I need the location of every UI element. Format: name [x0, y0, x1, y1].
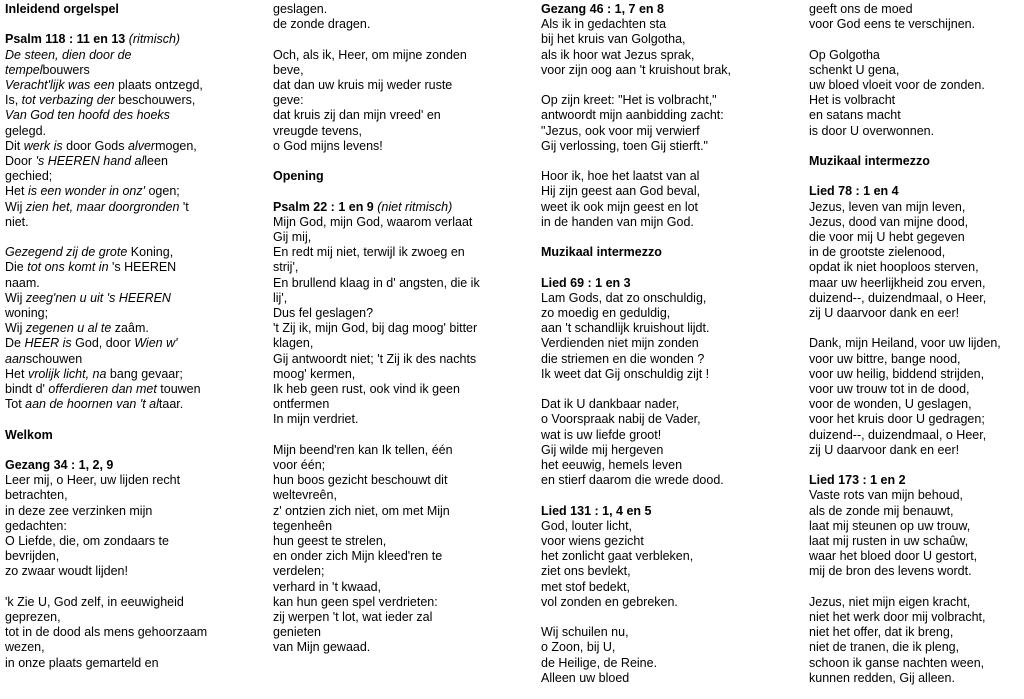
lyric-line: o God mijns levens!	[273, 138, 383, 153]
lyric-line: kan hun geen spel verdrieten:	[273, 594, 438, 609]
lyric-line: zo zwaar woudt lijden!	[5, 564, 128, 579]
lyric-line: Jezus, dood van mijne dood,	[809, 214, 969, 229]
lyric-line	[5, 336, 260, 351]
lyric-line: en satans macht	[809, 108, 901, 123]
emphasis-text: werk is	[23, 138, 63, 153]
lyric-line	[5, 397, 260, 412]
lyric-line: o Zoon, bij U,	[541, 640, 616, 655]
lyric-text: Wij	[5, 321, 26, 336]
lyric-line: bij het kruis van Golgotha,	[541, 32, 686, 47]
lyric-line: weltevreên,	[273, 488, 337, 503]
lyric-text: zaâm.	[111, 321, 149, 336]
lyric-line: in onze plaats gemarteld en	[5, 655, 159, 670]
lyric-line: Hij zijn geest aan God beval,	[541, 184, 701, 199]
lyric-line: geslagen.	[273, 2, 328, 16]
lyric-line: met stof bedekt,	[541, 579, 630, 594]
lyric-line: antwoordt mijn aanbidding zacht:	[541, 108, 724, 123]
lyric-line: Gij antwoordt niet; 't Zij ik des nachts	[273, 351, 477, 366]
lyric-line: voor het kruis door U gedragen;	[809, 412, 985, 427]
emphasis-text: offerdieren dan met	[48, 382, 157, 397]
emphasis-text: tot ons komt in	[27, 260, 109, 275]
lyric-text: bouwers	[42, 62, 90, 77]
lyric-text: plaats ontzegd,	[114, 78, 203, 92]
section-heading	[5, 32, 260, 47]
lyric-line: maar uw heerlijkheid zou erven,	[809, 275, 986, 290]
lyric-line	[5, 306, 260, 321]
lyric-line: geeft ons de moed	[809, 2, 913, 16]
lyric-line: zij U daarvoor dank en eer!	[809, 442, 960, 457]
lyric-line: niet de tranen, die ik pleng,	[809, 640, 960, 655]
stanza-gap	[541, 610, 801, 625]
lyric-text: God, door	[71, 336, 135, 351]
section-heading	[5, 428, 260, 443]
lyric-line: Dus fel geslagen?	[273, 306, 374, 321]
emphasis-text: alver	[127, 138, 156, 153]
lyric-line: God, louter licht,	[541, 518, 633, 533]
heading-text: Inleidend orgelspel	[5, 2, 119, 16]
lyric-line: laat mij rusten in uw schaûw,	[809, 534, 969, 549]
heading-text: Welkom	[5, 427, 53, 442]
emphasis-text: aan	[5, 351, 26, 366]
lyric-line: laat mij steunen op uw trouw,	[809, 518, 971, 533]
stanza-gap	[809, 32, 1021, 47]
lyric-line	[5, 124, 260, 139]
lyric-line: Gij verlossing, toen Gij stierft."	[541, 138, 708, 153]
heading-text: Opening	[273, 169, 324, 184]
stanza-gap	[809, 458, 1021, 473]
lyric-line: En brullend klaag in d' angsten, die ik	[273, 275, 480, 290]
emphasis-text: zegenen u al te	[25, 321, 112, 336]
section-heading	[273, 169, 531, 184]
lyric-line: moog' kermen,	[273, 366, 356, 381]
lyric-line	[5, 260, 260, 275]
lyric-line: uw bloed vloeit voor de zonden.	[809, 78, 985, 92]
lyric-line: betrachten,	[5, 488, 68, 503]
lyric-line: Mijn God, mijn God, waarom verlaat	[273, 214, 473, 229]
lyric-line: wezen,	[5, 640, 45, 655]
stanza-gap	[541, 230, 801, 245]
lyric-text: Koning,	[127, 245, 174, 260]
lyric-line: Dat ik U dankbaar nader,	[541, 397, 680, 412]
lyric-line: strij',	[273, 260, 299, 275]
lyric-line: z' ontzien zich niet, om met Mijn	[273, 503, 450, 518]
lyric-line: vol zonden en gebreken.	[541, 594, 678, 609]
section-heading	[541, 245, 801, 260]
lyric-line: Op zijn kreet: "Het is volbracht,"	[541, 93, 717, 108]
heading-note: (ritmisch)	[128, 32, 181, 47]
lyric-line: Op Golgotha	[809, 47, 880, 62]
lyric-line: Vaste rots van mijn behoud,	[809, 488, 964, 503]
emphasis-text: Wien w'	[134, 336, 178, 351]
lyric-line: klagen,	[273, 336, 314, 351]
lyric-line: voor zijn oog aan 't kruishout brak,	[541, 62, 731, 77]
lyric-line: O Liefde, die, om zondaars te	[5, 534, 169, 549]
heading-text: Gezang 34 : 1, 2, 9	[5, 458, 114, 473]
lyric-line: Als ik in gedachten sta	[541, 17, 667, 32]
lyric-line: ontfermen	[273, 397, 330, 412]
lyric-text: Door	[5, 154, 36, 169]
lyric-line: schoon ik ganse nachten ween,	[809, 655, 985, 670]
emphasis-text: HEER is	[24, 336, 72, 351]
lyric-text: bindt d'	[5, 382, 49, 397]
stanza-gap	[5, 17, 260, 32]
stanza-gap	[5, 412, 260, 427]
lyric-line: tegenheên	[273, 518, 333, 533]
section-heading	[541, 504, 801, 519]
stanza-gap	[5, 230, 260, 245]
lyric-line: Gij wilde mij hergeven	[541, 442, 664, 457]
lyric-line	[5, 63, 260, 78]
lyric-line: Gij mij,	[273, 230, 312, 244]
lyric-line: Alleen uw bloed	[541, 670, 630, 685]
emphasis-text: zien het, maar doorgronden	[25, 199, 180, 214]
lyric-line: het eeuwig, hemels leven	[541, 458, 683, 473]
lyric-line: voor één;	[273, 458, 326, 473]
lyric-line: En redt mij niet, terwijl ik zwoeg en	[273, 245, 465, 260]
section-heading	[273, 200, 531, 215]
lyric-text: naam.	[5, 275, 40, 290]
lyric-line: Lam Gods, dat zo onschuldig,	[541, 290, 707, 305]
emphasis-text: tempel	[5, 62, 43, 77]
lyric-text: gelegd.	[5, 123, 47, 138]
lyric-line: als de zonde mij benauwt,	[809, 503, 954, 518]
heading-text: Gezang 46 : 1, 7 en 8	[541, 2, 664, 16]
section-heading	[809, 473, 1021, 488]
heading-text: Muzikaal intermezzo	[809, 154, 930, 168]
lyric-text: woning;	[5, 306, 49, 321]
lyric-text: Wij	[5, 199, 26, 214]
lyric-line	[5, 108, 260, 123]
stanza-gap	[273, 154, 531, 169]
lyric-text: 's HEEREN	[108, 260, 177, 275]
lyric-line: Jezus, leven van mijn leven,	[809, 199, 966, 214]
heading-text: Lied 173 : 1 en 2	[809, 473, 906, 488]
column-2	[273, 2, 531, 656]
lyric-line: in deze zee verzinken mijn	[5, 503, 153, 518]
lyric-line: ziet ons bevlekt,	[541, 564, 631, 579]
lyric-line: is door U overwonnen.	[809, 123, 935, 138]
lyric-line	[5, 169, 260, 184]
section-heading	[5, 458, 260, 473]
section-heading	[809, 154, 1021, 169]
lyric-line: schenkt U gena,	[809, 62, 900, 77]
lyric-text: Is,	[5, 93, 22, 108]
lyric-line: beve,	[273, 62, 304, 77]
lyric-line: en onder zich Mijn kleed'ren te	[273, 549, 443, 564]
stanza-gap	[809, 139, 1021, 154]
lyric-line	[5, 367, 260, 382]
lyric-line: niet het offer, dat ik breng,	[809, 625, 954, 640]
stanza-gap	[541, 260, 801, 275]
stanza-gap	[541, 488, 801, 503]
lyric-line: wat is uw liefde groot!	[541, 427, 662, 442]
column-3	[541, 2, 801, 686]
lyric-text: niet.	[5, 214, 29, 229]
stanza-gap	[273, 428, 531, 443]
emphasis-text: vrolijk licht, na	[27, 366, 107, 381]
lyric-line: voor uw trouw tot in de dood,	[809, 382, 970, 397]
stanza-gap	[5, 580, 260, 595]
lyric-text: 't	[179, 199, 189, 214]
section-heading	[5, 2, 260, 17]
lyric-line: kunnen redden, Gij alleen.	[809, 670, 955, 685]
lyric-text: gechied;	[5, 169, 53, 184]
lyric-line	[5, 154, 260, 169]
lyric-line	[5, 352, 260, 367]
lyric-line: Ik weet dat Gij onschuldig zijt !	[541, 366, 710, 381]
lyric-line: Verdienden niet mijn zonden	[541, 336, 699, 351]
lyric-line: zo moedig en geduldig,	[541, 306, 671, 320]
lyric-text: Tot	[5, 397, 26, 412]
lyric-line: o Voorspraak nabij de Vader,	[541, 412, 701, 427]
heading-text: Psalm 22 : 1 en 9	[273, 199, 374, 214]
stanza-gap	[541, 382, 801, 397]
lyric-text: Het	[5, 184, 28, 199]
lyric-line: duizend--, duizendmaal, o Heer,	[809, 290, 987, 305]
lyric-line: duizend--, duizendmaal, o Heer,	[809, 427, 987, 442]
lyric-line	[5, 78, 260, 93]
heading-note: (niet ritmisch)	[377, 199, 453, 214]
lyric-line: geprezen,	[5, 610, 61, 625]
heading-text: Lied 78 : 1 en 4	[809, 184, 899, 199]
lyric-line	[5, 200, 260, 215]
lyric-line: verhard in 't kwaad,	[273, 579, 381, 594]
lyric-line: opdat ik niet hooploos sterven,	[809, 260, 979, 275]
lyric-line: vreugde tevens,	[273, 123, 362, 138]
lyric-line: van Mijn gewaad.	[273, 640, 371, 655]
emphasis-text: Van God ten hoofd des hoeks	[5, 108, 170, 123]
stanza-gap	[809, 580, 1021, 595]
section-heading	[541, 2, 801, 17]
emphasis-text: Gezegend zij de grote	[5, 245, 128, 260]
section-heading	[541, 276, 801, 291]
lyric-text: beschouwers,	[114, 93, 196, 108]
lyric-line: voor de wonden, U geslagen,	[809, 397, 972, 412]
lyric-line: Wij schuilen nu,	[541, 625, 629, 640]
lyric-text: mogen,	[155, 138, 197, 153]
heading-text: Lied 69 : 1 en 3	[541, 275, 631, 290]
lyric-line	[5, 48, 260, 63]
lyric-line: genieten	[273, 625, 321, 640]
lyric-line: waar het bloed door U gestort,	[809, 549, 978, 564]
emphasis-text: is een wonder in onz'	[27, 184, 145, 199]
lyric-line: in de handen van mijn God.	[541, 214, 694, 229]
section-heading	[809, 184, 1021, 199]
heading-text: Muzikaal intermezzo	[541, 245, 662, 260]
lyric-text: Dit	[5, 138, 24, 153]
lyric-text: Die	[5, 260, 28, 275]
emphasis-text: tot verbazing der	[21, 93, 115, 108]
emphasis-text: Veracht'lijk was een	[5, 78, 115, 92]
lyric-line: niet het werk door mij volbracht,	[809, 610, 986, 625]
lyric-line: geve:	[273, 93, 304, 108]
lyric-line: en stierf daarom die wrede dood.	[541, 473, 724, 488]
lyric-line: voor uw heilig, biddend strijden,	[809, 366, 985, 381]
lyric-text: bang gevaar;	[106, 366, 183, 381]
lyric-line: hun geest te strelen,	[273, 534, 387, 549]
stanza-gap	[541, 154, 801, 169]
lyric-line: Ik heb geen rust, ook vind ik geen	[273, 382, 460, 397]
lyric-line: Dank, mijn Heiland, voor uw lijden,	[809, 336, 1001, 351]
lyric-line: voor wiens gezicht	[541, 534, 644, 549]
stanza-gap	[273, 32, 531, 47]
lyric-line: zij werpen 't lot, wat ieder zal	[273, 610, 433, 625]
lyric-line: dat dan uw kruis mij weder ruste	[273, 78, 453, 92]
stanza-gap	[5, 443, 260, 458]
column-4	[809, 2, 1021, 686]
lyric-line: zij U daarvoor dank en eer!	[809, 306, 960, 321]
lyric-text: ogen;	[144, 184, 180, 199]
lyric-line	[5, 139, 260, 154]
lyric-line	[5, 276, 260, 291]
emphasis-text: zeeg'nen u uit 's HEEREN	[25, 290, 171, 305]
lyric-line: die striemen en die wonden ?	[541, 351, 705, 366]
lyric-line: 'k Zie U, God zelf, in eeuwigheid	[5, 594, 184, 609]
lyric-text: De	[5, 336, 25, 351]
lyric-text: leen	[144, 154, 168, 169]
lyric-line: de Heilige, de Reine.	[541, 655, 658, 670]
lyric-line: bevrijden,	[5, 549, 60, 564]
stanza-gap	[273, 184, 531, 199]
lyric-line	[5, 215, 260, 230]
lyric-text: touwen	[156, 382, 201, 397]
emphasis-text: 's HEEREN hand al	[35, 154, 145, 169]
lyric-line	[5, 184, 260, 199]
lyric-line: tot in de dood als mens gehoorzaam	[5, 625, 208, 640]
stanza-gap	[809, 321, 1021, 336]
lyric-line: Leer mij, o Heer, uw lijden recht	[5, 473, 181, 488]
lyric-line: lij',	[273, 290, 288, 305]
lyric-line: voor uw bittre, bange nood,	[809, 351, 961, 366]
lyric-line	[5, 321, 260, 336]
lyric-line: de zonde dragen.	[273, 17, 371, 32]
lyric-line: Jezus, niet mijn eigen kracht,	[809, 594, 971, 609]
lyric-line: gedachten:	[5, 518, 67, 533]
lyric-line	[5, 382, 260, 397]
lyric-line: In mijn verdriet.	[273, 412, 359, 427]
lyric-line: mij de bron des levens wordt.	[809, 564, 972, 579]
heading-text: Lied 131 : 1, 4 en 5	[541, 503, 652, 518]
stanza-gap	[809, 169, 1021, 184]
lyric-line: hun boos gezicht beschouwt dit	[273, 473, 448, 488]
emphasis-text: aan de hoornen van 't al	[25, 397, 159, 412]
lyric-line: in de grootste zielenood,	[809, 245, 946, 260]
lyric-text: schouwen	[25, 351, 83, 366]
lyric-line	[5, 245, 260, 260]
lyric-line: verdelen;	[273, 564, 325, 579]
column-1	[5, 2, 260, 671]
lyric-line: 't Zij ik, mijn God, bij dag moog' bitter	[273, 321, 478, 336]
lyric-line: aan 't schandlijk kruishout lijdt.	[541, 321, 710, 336]
lyric-line: die voor mij U hebt gegeven	[809, 230, 965, 244]
lyric-text: Wij	[5, 290, 26, 305]
lyric-line: Het is volbracht	[809, 93, 896, 108]
heading-text: Psalm 118 : 11 en 13	[5, 32, 126, 47]
lyric-line: Mijn beend'ren kan Ik tellen, één	[273, 442, 453, 457]
lyric-text: door Gods	[62, 138, 128, 153]
lyric-text: taar.	[158, 397, 184, 412]
lyric-line: weet ik ook mijn geest en lot	[541, 199, 699, 214]
lyric-line: Hoor ik, hoe het laatst van al	[541, 169, 700, 184]
lyric-line: "Jezus, ook voor mij verwierf	[541, 123, 700, 138]
lyric-line	[5, 291, 260, 306]
lyric-line: Och, als ik, Heer, om mijne zonden	[273, 47, 467, 62]
stanza-gap	[541, 78, 801, 93]
lyric-line: als ik hoor wat Jezus sprak,	[541, 47, 695, 62]
lyric-line: het zonlicht gaat verbleken,	[541, 549, 694, 564]
emphasis-text: De steen, dien door de	[5, 47, 132, 62]
lyric-line	[5, 93, 260, 108]
lyric-line: voor God eens te verschijnen.	[809, 17, 976, 32]
lyric-line: dat kruis zij dan mijn vreed' en	[273, 108, 441, 123]
lyric-text: Het	[5, 366, 28, 381]
